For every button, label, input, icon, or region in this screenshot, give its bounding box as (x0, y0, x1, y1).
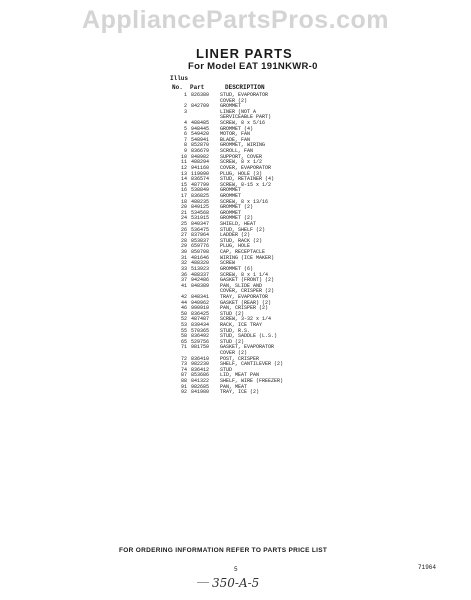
part-description: COVER (2) (220, 97, 248, 104)
illus-number: 24 (180, 215, 187, 222)
part-number: 549420 (191, 131, 210, 138)
part-description: SCROLL, FAN (220, 148, 254, 155)
part-description: SHELF, CANTILEVER (2) (220, 361, 284, 368)
part-description: STUD, RACK (2) (220, 237, 263, 244)
part-number: 836425 (191, 310, 210, 317)
part-description: STUD, RETAINER (4) (220, 176, 275, 183)
illus-number: 16 (180, 187, 187, 194)
parts-list (170, 93, 370, 396)
part-description: STUD (220, 366, 233, 373)
part-number: 487799 (191, 181, 210, 188)
part-description: GROMMET (220, 187, 242, 194)
part-number: 836825 (191, 192, 210, 199)
part-description: WIRING (ICE MAKER) (220, 254, 275, 261)
part-description: PAN, MEAT (220, 383, 248, 390)
illus-number: 21 (180, 209, 187, 216)
ordering-footer: FOR ORDERING INFORMATION REFER TO PARTS PRICE LIST (119, 547, 328, 554)
illus-number: 20 (180, 204, 187, 211)
part-description: CAP, RECEPTACLE (220, 249, 266, 256)
part-description: LADDER (2) (220, 232, 251, 239)
part-number: 529756 (191, 338, 210, 345)
part-description: SCREW, 8 x 5/16 (220, 120, 266, 127)
part-description: PLUG, HOLE (220, 243, 251, 250)
part-description: RACK, ICE TRAY (220, 321, 263, 328)
part-number: 941160 (191, 164, 210, 171)
part-description: SHELF, WIRE (FREEZER) (220, 378, 284, 385)
illus-number: 32 (180, 260, 187, 267)
part-number: 849125 (191, 204, 210, 211)
illus-number: 29 (180, 243, 187, 250)
illus-number: 12 (180, 164, 187, 171)
illus-number: 41 (180, 282, 187, 289)
illus-number: 2 (183, 103, 187, 110)
illus-number: 31 (180, 254, 187, 261)
part-description: LID, MEAT PAN (220, 372, 260, 379)
part-description: COVER, CRISPER (2) (220, 288, 275, 295)
illus-number: 11 (180, 159, 187, 166)
illus-number: 14 (180, 176, 187, 183)
illus-number: 88 (180, 378, 187, 385)
header-illus: Illus (170, 75, 189, 82)
part-number: 840347 (191, 221, 210, 228)
illus-number: 73 (180, 361, 187, 368)
part-description: GROMMET (2) (220, 204, 254, 211)
part-number: 836679 (191, 148, 210, 155)
part-number: 852870 (191, 142, 210, 149)
part-number: 513923 (191, 265, 210, 272)
illus-number: 26 (180, 226, 187, 233)
illus-number: 42 (180, 293, 187, 300)
part-description: SHIELD, HEAT (220, 221, 257, 228)
part-number: 836410 (191, 355, 210, 362)
part-description: STUD, SADDLE (L.S.) (220, 333, 278, 340)
illus-number: 92 (180, 389, 187, 396)
header-part: Part (190, 84, 205, 91)
illus-number: 28 (180, 237, 187, 244)
illus-number: 50 (180, 310, 187, 317)
illus-number: 27 (180, 232, 187, 239)
part-description: PAN, CRISPER (2) (220, 305, 269, 312)
illus-number: 25 (180, 221, 187, 228)
part-description: SCREW, 8 x 1 1/4 (220, 271, 269, 278)
header-description: DESCRIPTION (225, 84, 265, 91)
illus-number: 10 (180, 153, 187, 160)
part-number: 842709 (191, 103, 210, 110)
part-description: TRAY, EVAPORATOR (220, 293, 269, 300)
part-number: 853686 (191, 372, 210, 379)
part-description: STUD, SHELF (2) (220, 226, 266, 233)
part-number: 826380 (191, 92, 210, 98)
illus-number: 36 (180, 271, 187, 278)
part-description: SCREW, 8-15 x 1/2 (220, 181, 272, 188)
part-number: 488485 (191, 120, 210, 127)
part-description: GROMMET (6) (220, 265, 254, 272)
part-description: GASKET, EVAPORATOR (220, 344, 275, 351)
part-number: 948445 (191, 125, 210, 132)
illus-number: 7 (183, 136, 187, 143)
parts-row (170, 390, 370, 396)
pen-mark (197, 582, 209, 583)
part-number: 659776 (191, 243, 210, 250)
part-number: 990910 (191, 305, 210, 312)
part-number: 119090 (191, 170, 210, 177)
part-number: 853837 (191, 237, 210, 244)
illus-number: 3 (183, 108, 187, 115)
part-number: 981750 (191, 344, 210, 351)
part-number: 848341 (191, 293, 210, 300)
model-subtitle: For Model EAT 191NKWR-0 (188, 61, 318, 72)
part-number: 488337 (191, 271, 210, 278)
illus-number: 8 (183, 142, 187, 149)
illus-number: 87 (180, 372, 187, 379)
part-description: COVER, EVAPORATOR (220, 164, 272, 171)
part-number: 942486 (191, 277, 210, 284)
illus-number: 15 (180, 181, 187, 188)
part-number: 836412 (191, 366, 210, 373)
part-number: 488235 (191, 198, 210, 205)
part-number: 841322 (191, 378, 210, 385)
part-description: STUD, EVAPORATOR (220, 92, 269, 98)
illus-number: 18 (180, 198, 187, 205)
illus-number: 55 (180, 327, 187, 334)
part-description: GROMMET (4) (220, 125, 254, 132)
part-description: GROMMET (2) (220, 215, 254, 222)
illus-number: 46 (180, 305, 187, 312)
part-description: SCREW, 8 x 13/16 (220, 198, 269, 205)
part-description: SCREW, 8 x 1/2 (220, 159, 263, 166)
part-number: 982230 (191, 361, 210, 368)
part-description: STUD (2) (220, 310, 245, 317)
illus-number: 53 (180, 321, 187, 328)
part-description: STUD (2) (220, 338, 245, 345)
page-title: LINER PARTS (196, 46, 293, 61)
illus-number: 17 (180, 192, 187, 199)
illus-number: 37 (180, 277, 187, 284)
part-description: COVER (2) (220, 350, 248, 357)
part-number: 487487 (191, 316, 210, 323)
part-description: GROMMET, WIRING (220, 142, 266, 149)
part-description: POST, CRISPER (220, 355, 260, 362)
illus-number: 74 (180, 366, 187, 373)
illus-number: 13 (180, 170, 187, 177)
illus-number: 33 (180, 265, 187, 272)
part-description: BLADE, FAN (220, 136, 251, 143)
part-description: LINER (NOT A (220, 108, 257, 115)
illus-number: 65 (180, 338, 187, 345)
part-number: 940962 (191, 299, 210, 306)
part-number: 836492 (191, 333, 210, 340)
part-description: STUD, R.S. (220, 327, 251, 334)
illus-number: 44 (180, 299, 187, 306)
part-number: 848389 (191, 282, 210, 289)
page-number: 5 (234, 566, 238, 573)
part-description: SUPPORT, COVER (220, 153, 263, 160)
part-number: 538849 (191, 187, 210, 194)
part-description: TRAY, ICE (2) (220, 389, 260, 396)
illus-number: 71 (180, 344, 187, 351)
illus-number: 72 (180, 355, 187, 362)
part-description: SCREW, 3-32 x 1/4 (220, 316, 272, 323)
illus-number: 1 (183, 92, 187, 98)
part-description: MOTOR, FAN (220, 131, 251, 138)
part-description: GASKET (FRONT) (2) (220, 277, 275, 284)
illus-number: 91 (180, 383, 187, 390)
part-number: 548941 (191, 136, 210, 143)
part-number: 531915 (191, 215, 210, 222)
part-description: SERVICEABLE PART) (220, 114, 272, 121)
part-number: 534568 (191, 209, 210, 216)
illus-number: 58 (180, 333, 187, 340)
watermark-text: AppliancePartsPros.com (82, 6, 389, 34)
part-number: 850708 (191, 249, 210, 256)
illus-number: 52 (180, 316, 187, 323)
part-description: PAN, SLIDE AND (220, 282, 263, 289)
document-code: 71964 (418, 564, 437, 571)
part-description: GROMMET (220, 192, 242, 199)
part-number: 848982 (191, 153, 210, 160)
part-number: 837964 (191, 232, 210, 239)
part-number: 536475 (191, 226, 210, 233)
part-number: 982685 (191, 383, 210, 390)
part-number: 836574 (191, 176, 210, 183)
illus-number: 9 (183, 148, 187, 155)
handwritten-note: 350-A-5 (212, 576, 260, 590)
illus-number: 30 (180, 249, 187, 256)
part-description: GROMMET (220, 209, 242, 216)
illus-number: 5 (183, 125, 187, 132)
illus-number: 4 (183, 120, 187, 127)
part-number: 841980 (191, 389, 210, 396)
illus-number: 6 (183, 131, 187, 138)
part-description: GROMMET (220, 103, 242, 110)
part-number: 481646 (191, 254, 210, 261)
part-number: 839434 (191, 321, 210, 328)
part-description: GASKET (REAR) (2) (220, 299, 272, 306)
part-number: 488320 (191, 260, 210, 267)
part-description: SCREW (220, 260, 236, 267)
part-description: PLUG, HOLE (3) (220, 170, 263, 177)
part-number: 488294 (191, 159, 210, 166)
header-no: No. (172, 84, 183, 91)
part-number: 570365 (191, 327, 210, 334)
